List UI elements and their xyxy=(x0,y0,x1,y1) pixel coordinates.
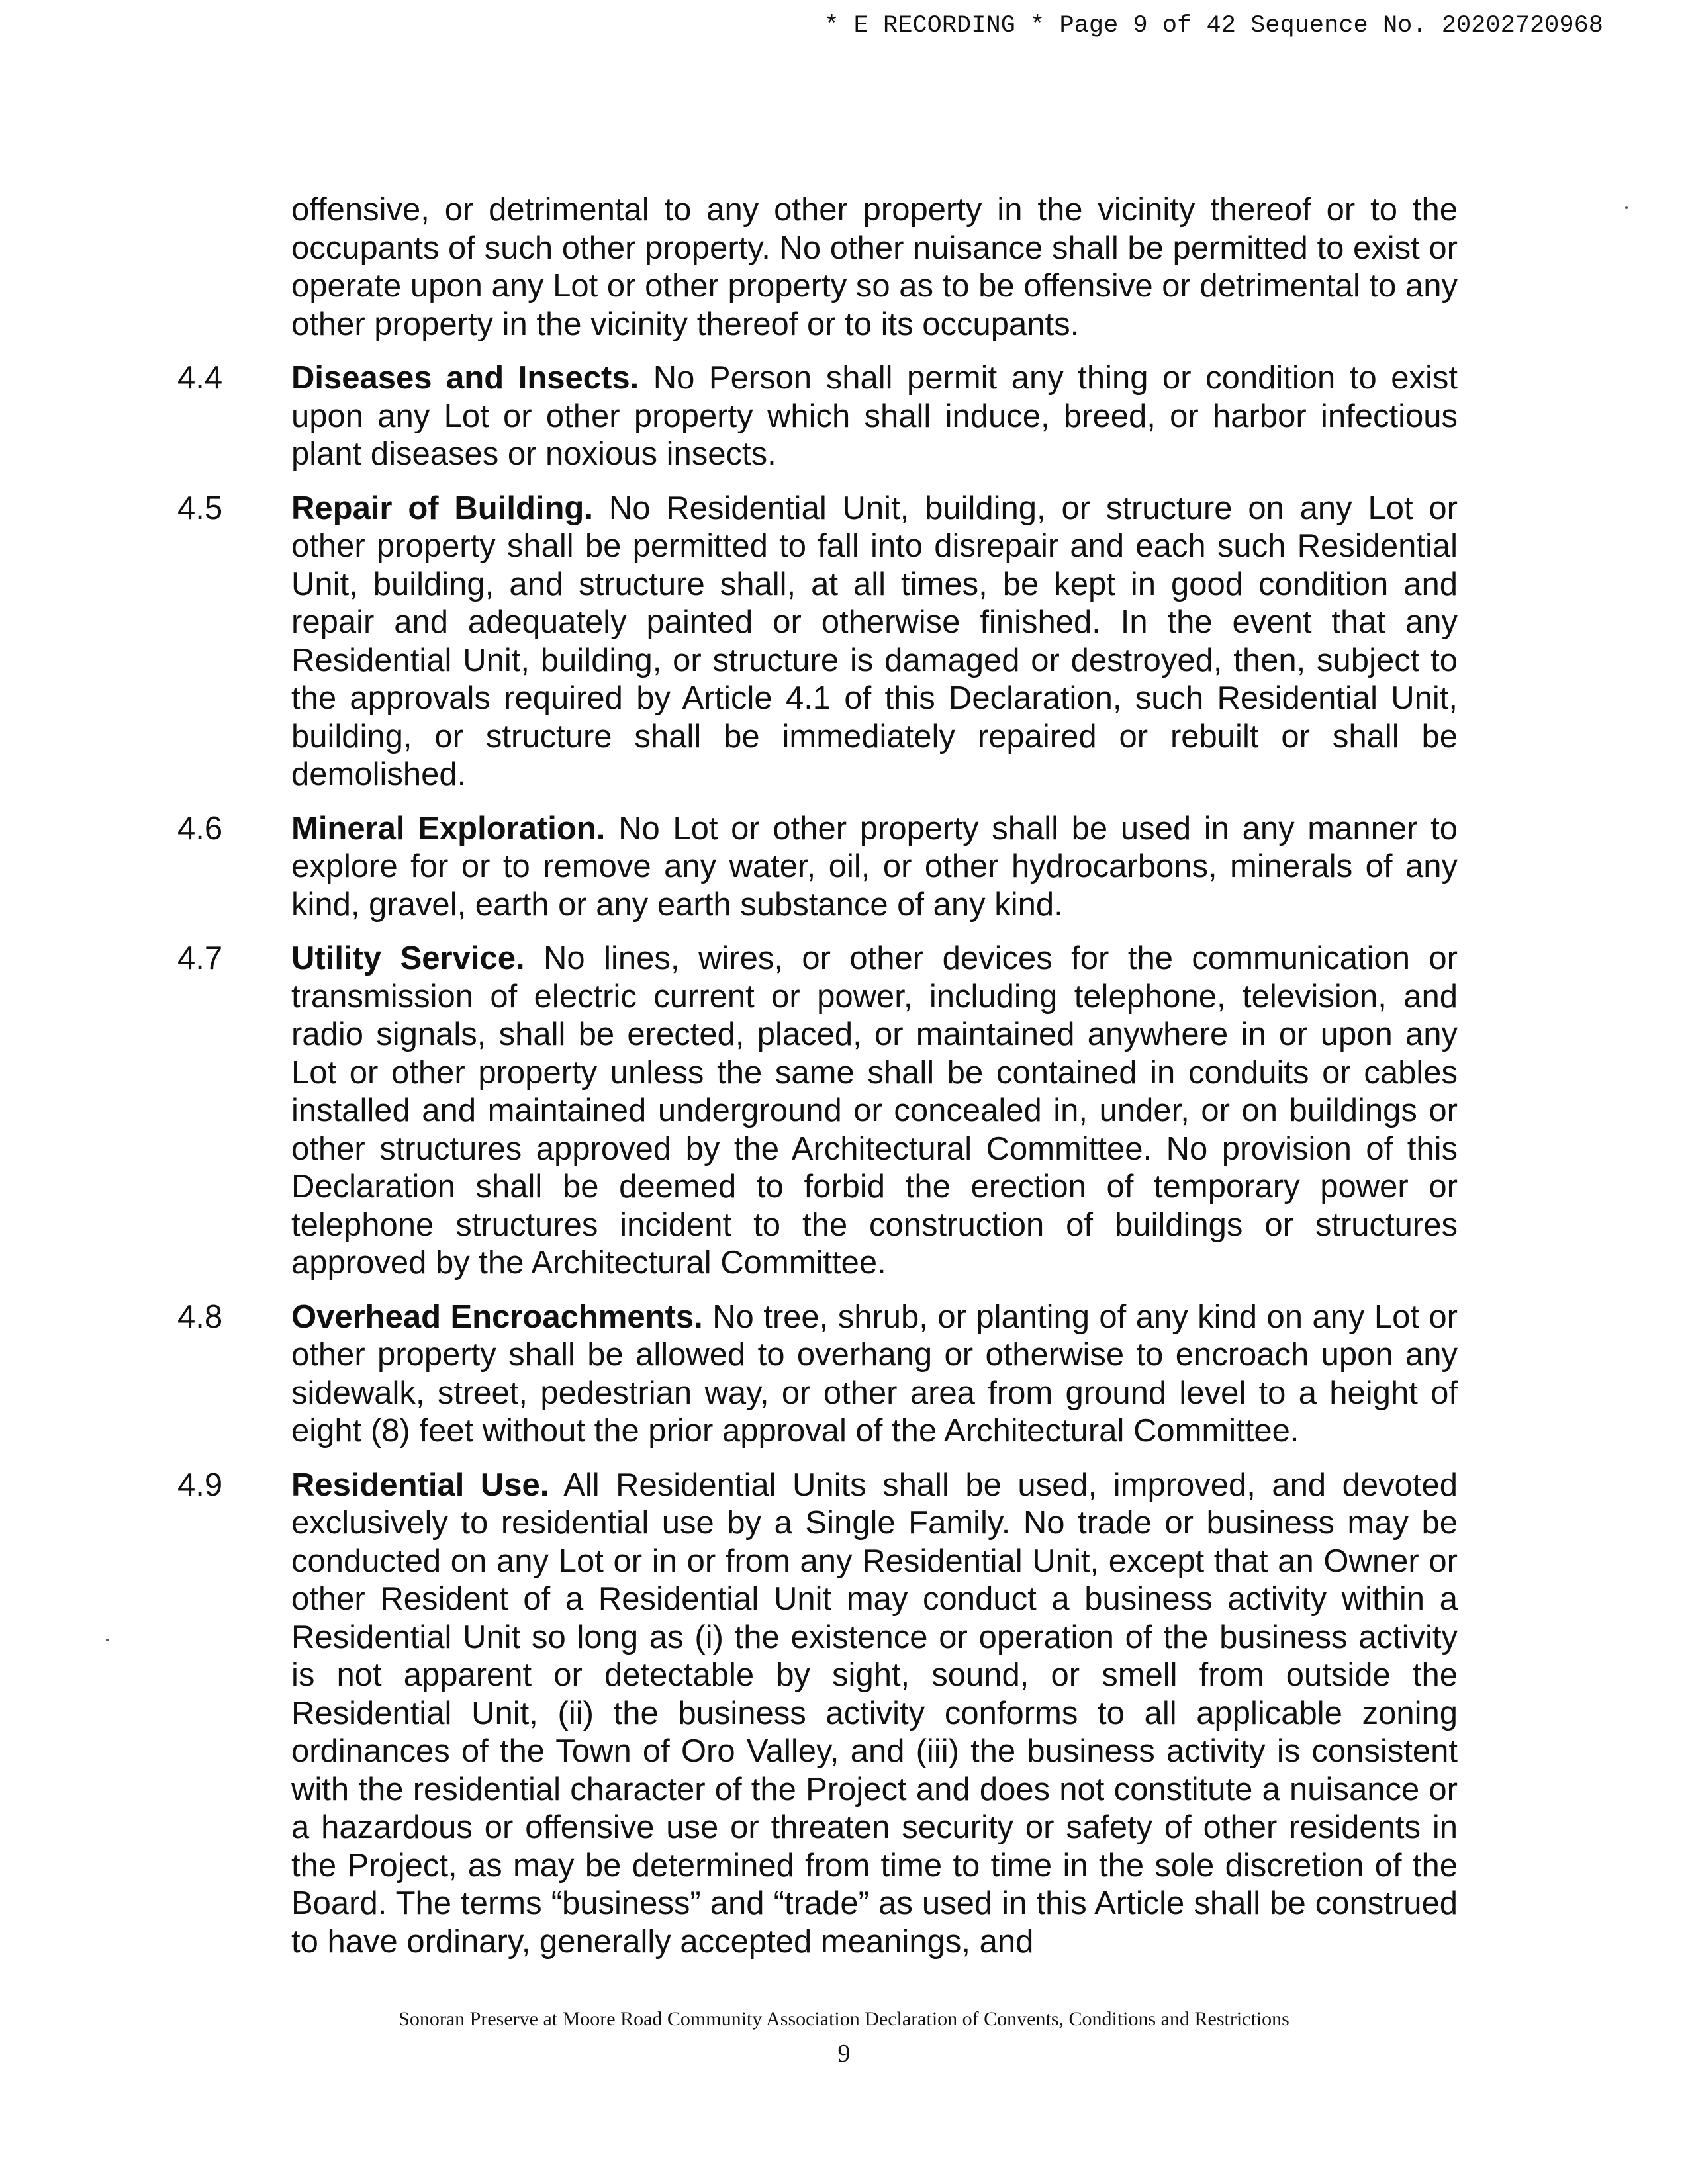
section-body xyxy=(291,940,1458,1283)
section-4-8 xyxy=(177,1298,1458,1451)
recording-header: * E RECORDING * Page 9 of 42 Sequence No. 20202720968 xyxy=(824,12,1603,40)
section-number: 4.4 xyxy=(177,360,223,396)
section-4-9 xyxy=(177,1467,1458,1962)
footer-page-number: 9 xyxy=(837,2040,851,2068)
section-title: Overhead Encroachments. xyxy=(291,1298,703,1335)
section-title: Repair of Building. xyxy=(291,490,593,526)
section-number: 4.5 xyxy=(177,490,223,526)
section-text: No Lot or other property shall be used in any manner to explore for or to remove any water, oil, or other hydrocarbons, minerals of any kind, gravel, earth or any earth substance of any kind. xyxy=(291,810,1458,923)
section-4-6 xyxy=(177,810,1458,925)
section-title: Utility Service. xyxy=(291,940,525,976)
scan-speck xyxy=(106,1639,109,1641)
section-number: 4.6 xyxy=(177,810,223,846)
scan-speck xyxy=(1625,206,1628,209)
section-text: All Residential Units shall be used, improved, and devoted exclusively to residential use by a Single Family. No trade or business may be conducted on any Lot or in or from any Residential Unit, except that an Owner or other Resident of a Residential Unit may conduct a business activity within a Residential Unit so long as (i) the existence or operation of the business activity is not apparent or detectable by sight, sound, or smell from outside the Residential Unit, (ii) the business activity conforms to all applicable zoning ordinances of the Town of Oro Valley, and (iii) the business activity is consistent with the residential character of the Project and does not constitute a nuisance or a hazardous or offensive use or threaten security or safety of other residents in the Project, as may be determined from time to time in the sole discretion of the Board. The terms “business” and “trade” as used in this Article shall be construed to have ordinary, generally accepted meanings, and xyxy=(291,1467,1458,1960)
section-title: Diseases and Insects. xyxy=(291,360,639,396)
section-text: No Person shall permit any thing or condition to exist upon any Lot or other property which shall induce, breed, or harbor infectious plant diseases or noxious insects. xyxy=(291,360,1458,472)
section-title: Mineral Exploration. xyxy=(291,810,606,846)
intro-paragraph: offensive, or detrimental to any other property in the vicinity thereof or to the occupants of such other property. No other nuisance shall be permitted to exist or operate upon any Lot or other property so as to be offensive or detrimental to any other property in the vicinity thereof or to its occupants. xyxy=(291,192,1458,342)
document-body xyxy=(177,191,1458,1961)
section-4-7 xyxy=(177,940,1458,1283)
section-4-4 xyxy=(177,359,1458,474)
section-number: 4.7 xyxy=(177,940,223,976)
section-body xyxy=(291,1298,1458,1451)
section-number: 4.8 xyxy=(177,1298,223,1335)
section-body xyxy=(291,490,1458,794)
section-body xyxy=(291,1467,1458,1962)
section-text: No tree, shrub, or planting of any kind on any Lot or other property shall be allowed to overhang or otherwise to encroach upon any sidewalk, street, pedestrian way, or other area from ground level to a height of eight (8) feet without the prior approval of the Architectural Committee. xyxy=(291,1298,1458,1449)
footer-document-title: Sonoran Preserve at Moore Road Community Association Declaration of Convents, Conditions and Restrictions xyxy=(399,2008,1289,2030)
section-number: 4.9 xyxy=(177,1467,223,1503)
section-title: Residential Use. xyxy=(291,1467,549,1503)
section-text: No lines, wires, or other devices for the communication or transmission of electric current or power, including telephone, television, and radio signals, shall be erected, placed, or maintained anywhere in or upon any Lot or other property unless the same shall be contained in conduits or cables installed and maintained underground or concealed in, under, or on buildings or other structures approved by the Architectural Committee. No provision of this Declaration shall be deemed to forbid the erection of temporary power or telephone structures incident to the construction of buildings or structures approved by the Architectural Committee. xyxy=(291,940,1458,1281)
section-4-5 xyxy=(177,490,1458,794)
section-body xyxy=(291,359,1458,474)
section-body xyxy=(291,810,1458,925)
section-text: No Residential Unit, building, or structure on any Lot or other property shall be permitted to fall into disrepair and each such Residential Unit, building, and structure shall, at all times, be kept in good condition and repair and adequately painted or otherwise finished. In the event that any Residential Unit, building, or structure is damaged or destroyed, then, subject to the approvals required by Article 4.1 of this Declaration, such Residential Unit, building, or structure shall be immediately repaired or rebuilt or shall be demolished. xyxy=(291,490,1458,792)
